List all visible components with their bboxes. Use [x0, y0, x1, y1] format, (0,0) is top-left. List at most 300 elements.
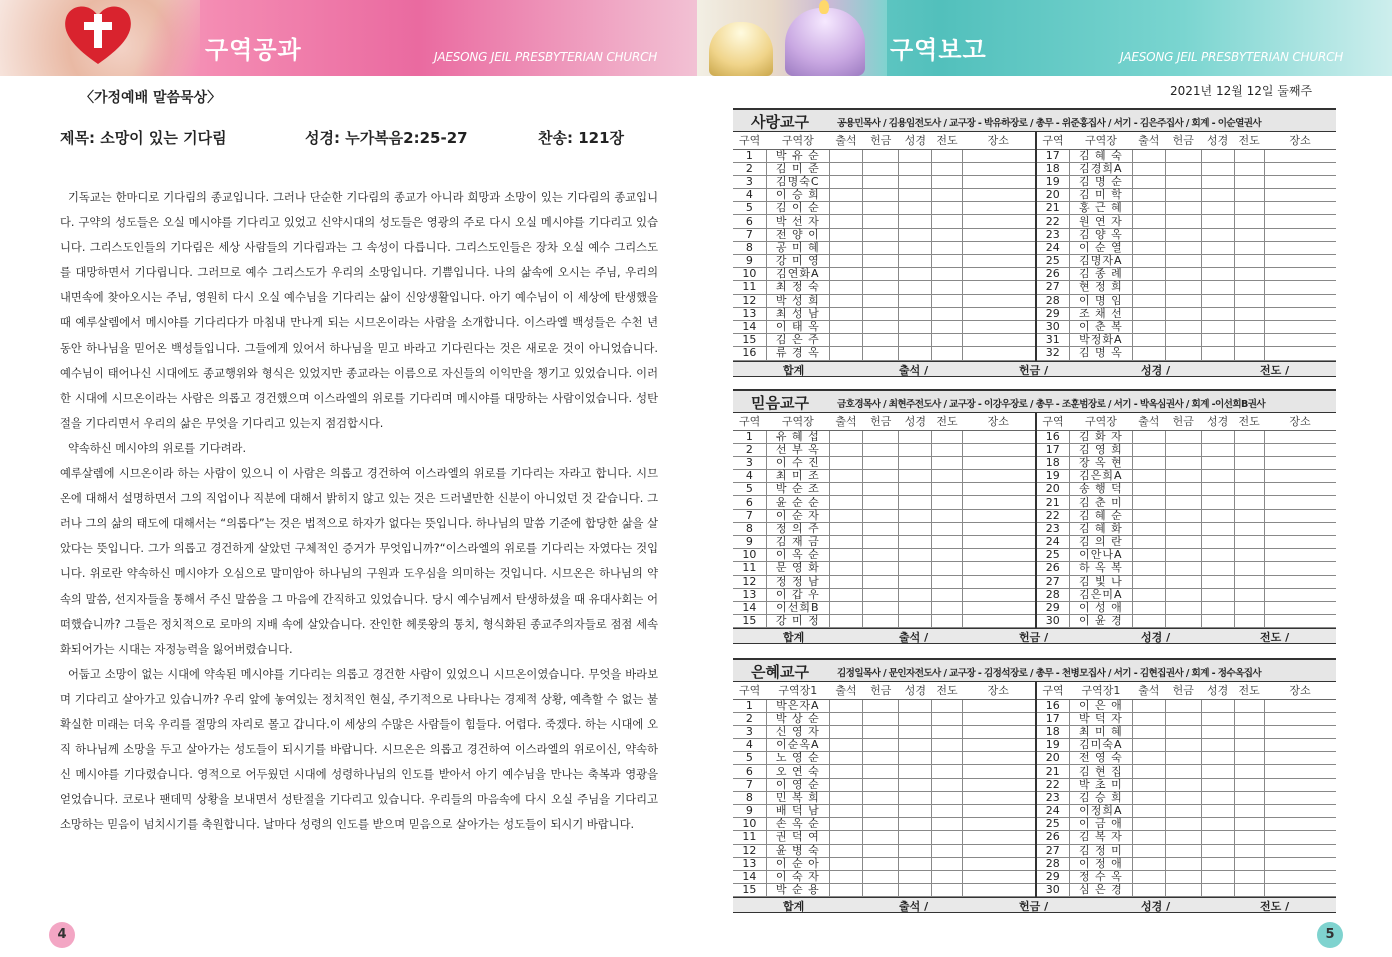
offering-cell[interactable] [1165, 430, 1201, 443]
place-cell[interactable] [962, 496, 1034, 509]
evangelism-cell[interactable] [932, 844, 962, 857]
attendance-cell[interactable] [829, 334, 862, 347]
offering-cell[interactable] [1165, 294, 1201, 307]
attendance-cell[interactable] [1132, 268, 1165, 281]
evangelism-cell[interactable] [1234, 162, 1264, 175]
attendance-cell[interactable] [829, 778, 862, 791]
bible-cell[interactable] [1201, 281, 1234, 294]
bible-cell[interactable] [899, 334, 932, 347]
offering-cell[interactable] [1165, 268, 1201, 281]
attendance-cell[interactable] [829, 818, 862, 831]
bible-cell[interactable] [899, 496, 932, 509]
attendance-cell[interactable] [1132, 725, 1165, 738]
bible-cell[interactable] [899, 831, 932, 844]
offering-cell[interactable] [1165, 496, 1201, 509]
place-cell[interactable] [1264, 320, 1336, 333]
evangelism-cell[interactable] [1234, 765, 1264, 778]
offering-cell[interactable] [1165, 884, 1201, 897]
evangelism-cell[interactable] [1234, 752, 1264, 765]
bible-cell[interactable] [1201, 549, 1234, 562]
bible-cell[interactable] [1201, 739, 1234, 752]
offering-cell[interactable] [1165, 215, 1201, 228]
place-cell[interactable] [962, 189, 1034, 202]
place-cell[interactable] [962, 778, 1034, 791]
evangelism-cell[interactable] [932, 162, 962, 175]
bible-cell[interactable] [899, 215, 932, 228]
attendance-cell[interactable] [1132, 805, 1165, 818]
attendance-cell[interactable] [1132, 443, 1165, 456]
offering-cell[interactable] [1165, 281, 1201, 294]
place-cell[interactable] [1264, 215, 1336, 228]
bible-cell[interactable] [1201, 320, 1234, 333]
place-cell[interactable] [1264, 536, 1336, 549]
evangelism-cell[interactable] [1234, 699, 1264, 712]
evangelism-cell[interactable] [932, 509, 962, 522]
place-cell[interactable] [1264, 149, 1336, 162]
offering-cell[interactable] [863, 509, 899, 522]
place-cell[interactable] [962, 483, 1034, 496]
evangelism-cell[interactable] [1234, 175, 1264, 188]
evangelism-cell[interactable] [932, 588, 962, 601]
offering-cell[interactable] [1165, 549, 1201, 562]
bible-cell[interactable] [1201, 443, 1234, 456]
offering-cell[interactable] [863, 268, 899, 281]
evangelism-cell[interactable] [932, 255, 962, 268]
offering-cell[interactable] [863, 175, 899, 188]
bible-cell[interactable] [1201, 522, 1234, 535]
evangelism-cell[interactable] [1234, 884, 1264, 897]
bible-cell[interactable] [1201, 307, 1234, 320]
bible-cell[interactable] [1201, 588, 1234, 601]
offering-cell[interactable] [863, 615, 899, 628]
offering-cell[interactable] [863, 712, 899, 725]
place-cell[interactable] [1264, 831, 1336, 844]
place-cell[interactable] [962, 268, 1034, 281]
place-cell[interactable] [962, 202, 1034, 215]
attendance-cell[interactable] [1132, 844, 1165, 857]
offering-cell[interactable] [1165, 162, 1201, 175]
evangelism-cell[interactable] [1234, 778, 1264, 791]
place-cell[interactable] [962, 615, 1034, 628]
place-cell[interactable] [962, 857, 1034, 870]
place-cell[interactable] [962, 162, 1034, 175]
place-cell[interactable] [962, 575, 1034, 588]
offering-cell[interactable] [863, 575, 899, 588]
evangelism-cell[interactable] [1234, 347, 1264, 360]
bible-cell[interactable] [899, 456, 932, 469]
bible-cell[interactable] [899, 601, 932, 614]
offering-cell[interactable] [863, 149, 899, 162]
place-cell[interactable] [962, 752, 1034, 765]
bible-cell[interactable] [1201, 857, 1234, 870]
place-cell[interactable] [1264, 241, 1336, 254]
offering-cell[interactable] [1165, 752, 1201, 765]
offering-cell[interactable] [1165, 255, 1201, 268]
evangelism-cell[interactable] [1234, 818, 1264, 831]
place-cell[interactable] [962, 562, 1034, 575]
offering-cell[interactable] [863, 601, 899, 614]
offering-cell[interactable] [863, 549, 899, 562]
place-cell[interactable] [1264, 588, 1336, 601]
place-cell[interactable] [962, 347, 1034, 360]
offering-cell[interactable] [1165, 778, 1201, 791]
bible-cell[interactable] [899, 805, 932, 818]
bible-cell[interactable] [899, 228, 932, 241]
evangelism-cell[interactable] [1234, 805, 1264, 818]
place-cell[interactable] [962, 884, 1034, 897]
evangelism-cell[interactable] [1234, 575, 1264, 588]
offering-cell[interactable] [863, 483, 899, 496]
attendance-cell[interactable] [829, 725, 862, 738]
offering-cell[interactable] [1165, 588, 1201, 601]
offering-cell[interactable] [863, 562, 899, 575]
place-cell[interactable] [1264, 496, 1336, 509]
place-cell[interactable] [1264, 805, 1336, 818]
place-cell[interactable] [1264, 189, 1336, 202]
bible-cell[interactable] [899, 562, 932, 575]
attendance-cell[interactable] [829, 347, 862, 360]
offering-cell[interactable] [863, 255, 899, 268]
attendance-cell[interactable] [1132, 215, 1165, 228]
offering-cell[interactable] [863, 536, 899, 549]
bible-cell[interactable] [1201, 334, 1234, 347]
bible-cell[interactable] [899, 202, 932, 215]
place-cell[interactable] [1264, 884, 1336, 897]
offering-cell[interactable] [863, 189, 899, 202]
evangelism-cell[interactable] [932, 443, 962, 456]
offering-cell[interactable] [1165, 575, 1201, 588]
place-cell[interactable] [1264, 281, 1336, 294]
bible-cell[interactable] [1201, 202, 1234, 215]
offering-cell[interactable] [863, 228, 899, 241]
evangelism-cell[interactable] [1234, 307, 1264, 320]
bible-cell[interactable] [899, 255, 932, 268]
place-cell[interactable] [962, 334, 1034, 347]
place-cell[interactable] [962, 509, 1034, 522]
evangelism-cell[interactable] [932, 725, 962, 738]
offering-cell[interactable] [863, 307, 899, 320]
attendance-cell[interactable] [1132, 884, 1165, 897]
offering-cell[interactable] [1165, 509, 1201, 522]
bible-cell[interactable] [899, 430, 932, 443]
place-cell[interactable] [962, 549, 1034, 562]
offering-cell[interactable] [863, 831, 899, 844]
attendance-cell[interactable] [1132, 522, 1165, 535]
evangelism-cell[interactable] [932, 241, 962, 254]
evangelism-cell[interactable] [932, 347, 962, 360]
evangelism-cell[interactable] [932, 149, 962, 162]
evangelism-cell[interactable] [932, 215, 962, 228]
attendance-cell[interactable] [829, 870, 862, 883]
evangelism-cell[interactable] [932, 818, 962, 831]
place-cell[interactable] [962, 765, 1034, 778]
attendance-cell[interactable] [829, 549, 862, 562]
attendance-cell[interactable] [1132, 175, 1165, 188]
bible-cell[interactable] [899, 522, 932, 535]
bible-cell[interactable] [1201, 752, 1234, 765]
attendance-cell[interactable] [1132, 588, 1165, 601]
attendance-cell[interactable] [1132, 562, 1165, 575]
bible-cell[interactable] [899, 483, 932, 496]
attendance-cell[interactable] [1132, 202, 1165, 215]
bible-cell[interactable] [1201, 483, 1234, 496]
evangelism-cell[interactable] [1234, 549, 1264, 562]
attendance-cell[interactable] [829, 791, 862, 804]
offering-cell[interactable] [863, 588, 899, 601]
place-cell[interactable] [962, 870, 1034, 883]
attendance-cell[interactable] [829, 281, 862, 294]
offering-cell[interactable] [1165, 857, 1201, 870]
offering-cell[interactable] [863, 870, 899, 883]
bible-cell[interactable] [899, 268, 932, 281]
offering-cell[interactable] [863, 818, 899, 831]
place-cell[interactable] [1264, 778, 1336, 791]
evangelism-cell[interactable] [932, 778, 962, 791]
offering-cell[interactable] [863, 347, 899, 360]
place-cell[interactable] [1264, 739, 1336, 752]
offering-cell[interactable] [863, 699, 899, 712]
offering-cell[interactable] [1165, 818, 1201, 831]
bible-cell[interactable] [899, 189, 932, 202]
attendance-cell[interactable] [829, 805, 862, 818]
bible-cell[interactable] [1201, 347, 1234, 360]
evangelism-cell[interactable] [1234, 255, 1264, 268]
evangelism-cell[interactable] [1234, 320, 1264, 333]
evangelism-cell[interactable] [1234, 228, 1264, 241]
offering-cell[interactable] [1165, 805, 1201, 818]
attendance-cell[interactable] [1132, 430, 1165, 443]
place-cell[interactable] [962, 470, 1034, 483]
bible-cell[interactable] [1201, 241, 1234, 254]
attendance-cell[interactable] [829, 712, 862, 725]
evangelism-cell[interactable] [932, 334, 962, 347]
offering-cell[interactable] [863, 805, 899, 818]
bible-cell[interactable] [1201, 725, 1234, 738]
place-cell[interactable] [1264, 699, 1336, 712]
evangelism-cell[interactable] [932, 307, 962, 320]
place-cell[interactable] [1264, 470, 1336, 483]
attendance-cell[interactable] [1132, 149, 1165, 162]
bible-cell[interactable] [899, 575, 932, 588]
place-cell[interactable] [1264, 870, 1336, 883]
evangelism-cell[interactable] [932, 831, 962, 844]
offering-cell[interactable] [863, 844, 899, 857]
offering-cell[interactable] [863, 202, 899, 215]
evangelism-cell[interactable] [1234, 562, 1264, 575]
attendance-cell[interactable] [1132, 712, 1165, 725]
attendance-cell[interactable] [1132, 536, 1165, 549]
evangelism-cell[interactable] [1234, 496, 1264, 509]
evangelism-cell[interactable] [932, 202, 962, 215]
offering-cell[interactable] [863, 739, 899, 752]
offering-cell[interactable] [1165, 334, 1201, 347]
place-cell[interactable] [962, 456, 1034, 469]
bible-cell[interactable] [1201, 765, 1234, 778]
place-cell[interactable] [1264, 294, 1336, 307]
bible-cell[interactable] [899, 509, 932, 522]
attendance-cell[interactable] [829, 575, 862, 588]
place-cell[interactable] [962, 320, 1034, 333]
bible-cell[interactable] [899, 699, 932, 712]
offering-cell[interactable] [1165, 601, 1201, 614]
place-cell[interactable] [1264, 334, 1336, 347]
attendance-cell[interactable] [829, 588, 862, 601]
attendance-cell[interactable] [1132, 347, 1165, 360]
bible-cell[interactable] [899, 320, 932, 333]
place-cell[interactable] [1264, 456, 1336, 469]
bible-cell[interactable] [899, 536, 932, 549]
attendance-cell[interactable] [829, 509, 862, 522]
place-cell[interactable] [962, 255, 1034, 268]
offering-cell[interactable] [863, 456, 899, 469]
offering-cell[interactable] [1165, 562, 1201, 575]
bible-cell[interactable] [899, 712, 932, 725]
attendance-cell[interactable] [829, 307, 862, 320]
offering-cell[interactable] [863, 522, 899, 535]
attendance-cell[interactable] [1132, 189, 1165, 202]
attendance-cell[interactable] [1132, 320, 1165, 333]
evangelism-cell[interactable] [1234, 509, 1264, 522]
place-cell[interactable] [962, 307, 1034, 320]
bible-cell[interactable] [899, 765, 932, 778]
bible-cell[interactable] [1201, 294, 1234, 307]
attendance-cell[interactable] [1132, 307, 1165, 320]
place-cell[interactable] [962, 443, 1034, 456]
offering-cell[interactable] [863, 884, 899, 897]
place-cell[interactable] [962, 712, 1034, 725]
bible-cell[interactable] [1201, 791, 1234, 804]
bible-cell[interactable] [1201, 255, 1234, 268]
evangelism-cell[interactable] [1234, 844, 1264, 857]
attendance-cell[interactable] [829, 470, 862, 483]
bible-cell[interactable] [1201, 456, 1234, 469]
place-cell[interactable] [962, 844, 1034, 857]
evangelism-cell[interactable] [932, 857, 962, 870]
bible-cell[interactable] [899, 588, 932, 601]
bible-cell[interactable] [1201, 268, 1234, 281]
evangelism-cell[interactable] [932, 456, 962, 469]
attendance-cell[interactable] [1132, 601, 1165, 614]
bible-cell[interactable] [899, 791, 932, 804]
place-cell[interactable] [962, 215, 1034, 228]
bible-cell[interactable] [1201, 215, 1234, 228]
attendance-cell[interactable] [829, 175, 862, 188]
attendance-cell[interactable] [829, 320, 862, 333]
bible-cell[interactable] [1201, 228, 1234, 241]
offering-cell[interactable] [863, 162, 899, 175]
evangelism-cell[interactable] [1234, 189, 1264, 202]
place-cell[interactable] [962, 805, 1034, 818]
bible-cell[interactable] [899, 241, 932, 254]
attendance-cell[interactable] [1132, 778, 1165, 791]
offering-cell[interactable] [863, 470, 899, 483]
evangelism-cell[interactable] [932, 575, 962, 588]
evangelism-cell[interactable] [1234, 149, 1264, 162]
place-cell[interactable] [962, 522, 1034, 535]
evangelism-cell[interactable] [932, 562, 962, 575]
bible-cell[interactable] [899, 307, 932, 320]
attendance-cell[interactable] [829, 443, 862, 456]
attendance-cell[interactable] [829, 294, 862, 307]
bible-cell[interactable] [1201, 712, 1234, 725]
attendance-cell[interactable] [829, 522, 862, 535]
evangelism-cell[interactable] [932, 281, 962, 294]
offering-cell[interactable] [1165, 615, 1201, 628]
evangelism-cell[interactable] [932, 430, 962, 443]
evangelism-cell[interactable] [932, 884, 962, 897]
bible-cell[interactable] [1201, 470, 1234, 483]
attendance-cell[interactable] [829, 857, 862, 870]
bible-cell[interactable] [899, 162, 932, 175]
place-cell[interactable] [962, 699, 1034, 712]
offering-cell[interactable] [1165, 522, 1201, 535]
offering-cell[interactable] [863, 430, 899, 443]
offering-cell[interactable] [1165, 483, 1201, 496]
place-cell[interactable] [1264, 522, 1336, 535]
attendance-cell[interactable] [829, 562, 862, 575]
evangelism-cell[interactable] [932, 699, 962, 712]
attendance-cell[interactable] [829, 255, 862, 268]
place-cell[interactable] [1264, 615, 1336, 628]
offering-cell[interactable] [1165, 347, 1201, 360]
bible-cell[interactable] [1201, 844, 1234, 857]
evangelism-cell[interactable] [1234, 831, 1264, 844]
evangelism-cell[interactable] [1234, 601, 1264, 614]
bible-cell[interactable] [1201, 615, 1234, 628]
attendance-cell[interactable] [1132, 870, 1165, 883]
evangelism-cell[interactable] [932, 483, 962, 496]
evangelism-cell[interactable] [1234, 443, 1264, 456]
bible-cell[interactable] [1201, 562, 1234, 575]
place-cell[interactable] [1264, 162, 1336, 175]
offering-cell[interactable] [1165, 725, 1201, 738]
offering-cell[interactable] [863, 215, 899, 228]
offering-cell[interactable] [863, 765, 899, 778]
offering-cell[interactable] [1165, 189, 1201, 202]
attendance-cell[interactable] [1132, 456, 1165, 469]
attendance-cell[interactable] [829, 765, 862, 778]
place-cell[interactable] [962, 149, 1034, 162]
bible-cell[interactable] [899, 347, 932, 360]
bible-cell[interactable] [899, 549, 932, 562]
offering-cell[interactable] [1165, 470, 1201, 483]
bible-cell[interactable] [899, 281, 932, 294]
place-cell[interactable] [1264, 601, 1336, 614]
evangelism-cell[interactable] [1234, 536, 1264, 549]
evangelism-cell[interactable] [1234, 294, 1264, 307]
attendance-cell[interactable] [1132, 281, 1165, 294]
attendance-cell[interactable] [1132, 470, 1165, 483]
attendance-cell[interactable] [1132, 791, 1165, 804]
place-cell[interactable] [1264, 268, 1336, 281]
evangelism-cell[interactable] [932, 601, 962, 614]
place-cell[interactable] [1264, 430, 1336, 443]
offering-cell[interactable] [863, 778, 899, 791]
attendance-cell[interactable] [1132, 496, 1165, 509]
evangelism-cell[interactable] [1234, 241, 1264, 254]
evangelism-cell[interactable] [932, 549, 962, 562]
attendance-cell[interactable] [829, 268, 862, 281]
place-cell[interactable] [962, 281, 1034, 294]
bible-cell[interactable] [899, 725, 932, 738]
place-cell[interactable] [962, 588, 1034, 601]
place-cell[interactable] [1264, 483, 1336, 496]
offering-cell[interactable] [863, 241, 899, 254]
attendance-cell[interactable] [1132, 483, 1165, 496]
evangelism-cell[interactable] [932, 739, 962, 752]
evangelism-cell[interactable] [1234, 615, 1264, 628]
evangelism-cell[interactable] [1234, 739, 1264, 752]
